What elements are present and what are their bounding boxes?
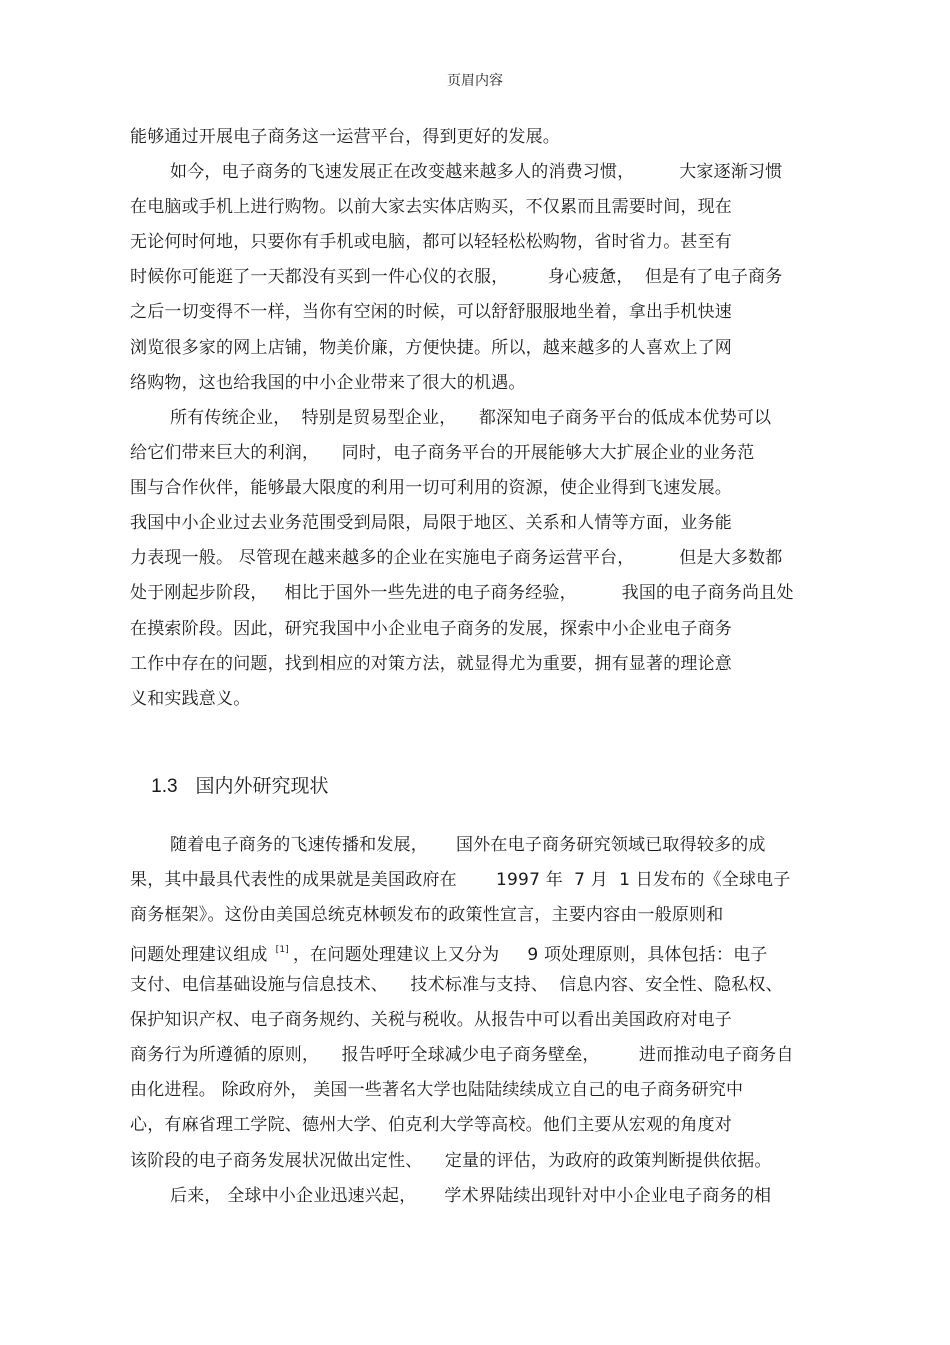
section-heading	[130, 751, 329, 823]
page-header: 页眉内容	[447, 73, 503, 89]
paragraph-line: 工作中存在的问题，找到相应的对策方法，就显得尤为重要，拥有显著的理论意	[130, 654, 732, 674]
paragraph-line: 所有传统企业， 特别是贸易型企业， 都深知电子商务平台的低成本优势可以	[170, 408, 772, 428]
paragraph-line: 围与合作伙伴，能够最大限度的利用一切可利用的资源，使企业得到飞速发展。	[130, 478, 732, 498]
paragraph-line: 给它们带来巨大的利润， 同时，电子商务平台的开展能够大大扩展企业的业务范	[130, 443, 755, 463]
paragraph-line: 保护知识产权、电子商务规约、关税与税收。从报告中可以看出美国政府对电子	[130, 1010, 732, 1030]
paragraph-line: 后来， 全球中小企业迅速兴起， 学术界陆续出现针对中小企业电子商务的相	[170, 1186, 772, 1206]
paragraph-line: 随着电子商务的飞速传播和发展， 国外在电子商务研究领域已取得较多的成	[170, 835, 766, 855]
paragraph-line	[130, 939, 768, 966]
paragraph-line: 由化进程。 除政府外， 美国一些著名大学也陆陆续续成立自己的电子商务研究中	[130, 1080, 744, 1100]
paragraph-line: 在电脑或手机上进行购物。以前大家去实体店购买，不仅累而且需要时间，现在	[130, 197, 732, 217]
line-text: ，在问题处理建议上又分为 9 项处理原则，具体包括：电子	[292, 945, 768, 965]
paragraph-line: 时候你可能逛了一天都没有买到一件心仪的衣服， 身心疲惫， 但是有了电子商务	[130, 267, 783, 287]
paragraph-line: 之后一切变得不一样，当你有空闲的时候，可以舒舒服服地坐着，拿出手机快速	[130, 302, 732, 322]
section-title: 国内外研究现状	[195, 776, 329, 797]
paragraph-line: 处于刚起步阶段， 相比于国外一些先进的电子商务经验， 我国的电子商务尚且处	[130, 583, 794, 603]
paragraph-line: 我国中小企业过去业务范围受到局限，局限于地区、关系和人情等方面，业务能	[130, 513, 732, 533]
paragraph-line: 该阶段的电子商务发展状况做出定性、 定量的评估，为政府的政策判断提供依据。	[130, 1151, 772, 1171]
paragraph-line: 支付、电信基础设施与信息技术、 技术标准与支持、 信息内容、安全性、隐私权、	[130, 975, 783, 995]
paragraph-line: 商务框架》。这份由美国总统克林顿发布的政策性宣言，主要内容由一般原则和	[130, 905, 724, 925]
section-number: 1.3	[151, 776, 178, 797]
paragraph-line: 果，其中最具代表性的成果就是美国政府在 1997 年 7 月 1 日发布的《全球电子	[130, 870, 791, 890]
paragraph-line: 商务行为所遵循的原则， 报告呼吁全球减少电子商务壁垒， 进而推动电子商务自	[130, 1045, 794, 1065]
paragraph-line: 无论何时何地，只要你有手机或电脑，都可以轻轻松松购物，省时省力。甚至有	[130, 232, 732, 252]
paragraph-line: 心，有麻省理工学院、德州大学、伯克利大学等高校。他们主要从宏观的角度对	[130, 1115, 732, 1135]
paragraph-line: 义和实践意义。	[130, 689, 251, 709]
line-text: 问题处理建议组成	[130, 945, 268, 965]
paragraph-line: 能够通过开展电子商务这一运营平台，得到更好的发展。	[130, 127, 560, 147]
paragraph-line: 浏览很多家的网上店铺，物美价廉，方便快捷。所以，越来越多的人喜欢上了网	[130, 338, 732, 358]
paragraph-line: 在摸索阶段。因此，研究我国中小企业电子商务的发展，探索中小企业电子商务	[130, 619, 732, 639]
paragraph-line: 如今，电子商务的飞速发展正在改变越来越多人的消费习惯， 大家逐渐习惯	[170, 162, 783, 182]
paragraph-line: 络购物，这也给我国的中小企业带来了很大的机遇。	[130, 373, 526, 393]
paragraph-line: 力表现一般。 尽管现在越来越多的企业在实施电子商务运营平台， 但是大多数都	[130, 548, 783, 568]
citation-marker: [1]	[275, 945, 289, 955]
